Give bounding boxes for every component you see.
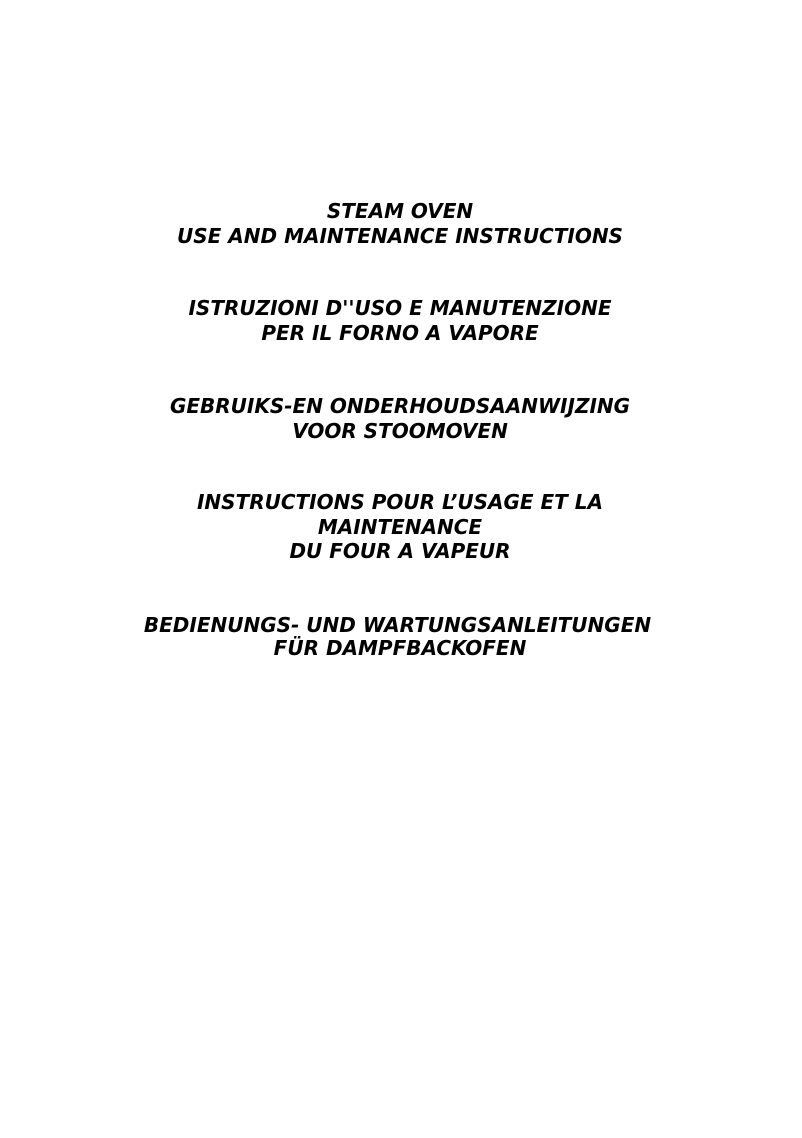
title-line: INSTRUCTIONS POUR L’USAGE ET LA — [196, 490, 604, 514]
title-line: USE AND MAINTENANCE INSTRUCTIONS — [177, 224, 623, 248]
title-line: VOOR STOOMOVEN — [292, 419, 508, 443]
title-block-french — [0, 490, 800, 564]
title-line: GEBRUIKS-EN ONDERHOUDSAANWIJZING — [169, 394, 631, 418]
title-line: DU FOUR A VAPEUR — [289, 539, 511, 563]
title-line: BEDIENUNGS- UND WARTUNGSANLEITUNGEN — [143, 613, 652, 637]
title-block-german — [0, 614, 800, 660]
title-line: PER IL FORNO A VAPORE — [261, 321, 539, 345]
title-line: FÜR DAMPFBACKOFEN — [273, 636, 527, 660]
title-block-english — [0, 199, 800, 249]
title-block-italian — [0, 296, 800, 346]
title-block-dutch — [0, 394, 800, 444]
title-line: MAINTENANCE — [317, 514, 483, 539]
title-line: ISTRUZIONI D''USO E MANUTENZIONE — [188, 296, 612, 320]
title-line: STEAM OVEN — [326, 199, 474, 223]
